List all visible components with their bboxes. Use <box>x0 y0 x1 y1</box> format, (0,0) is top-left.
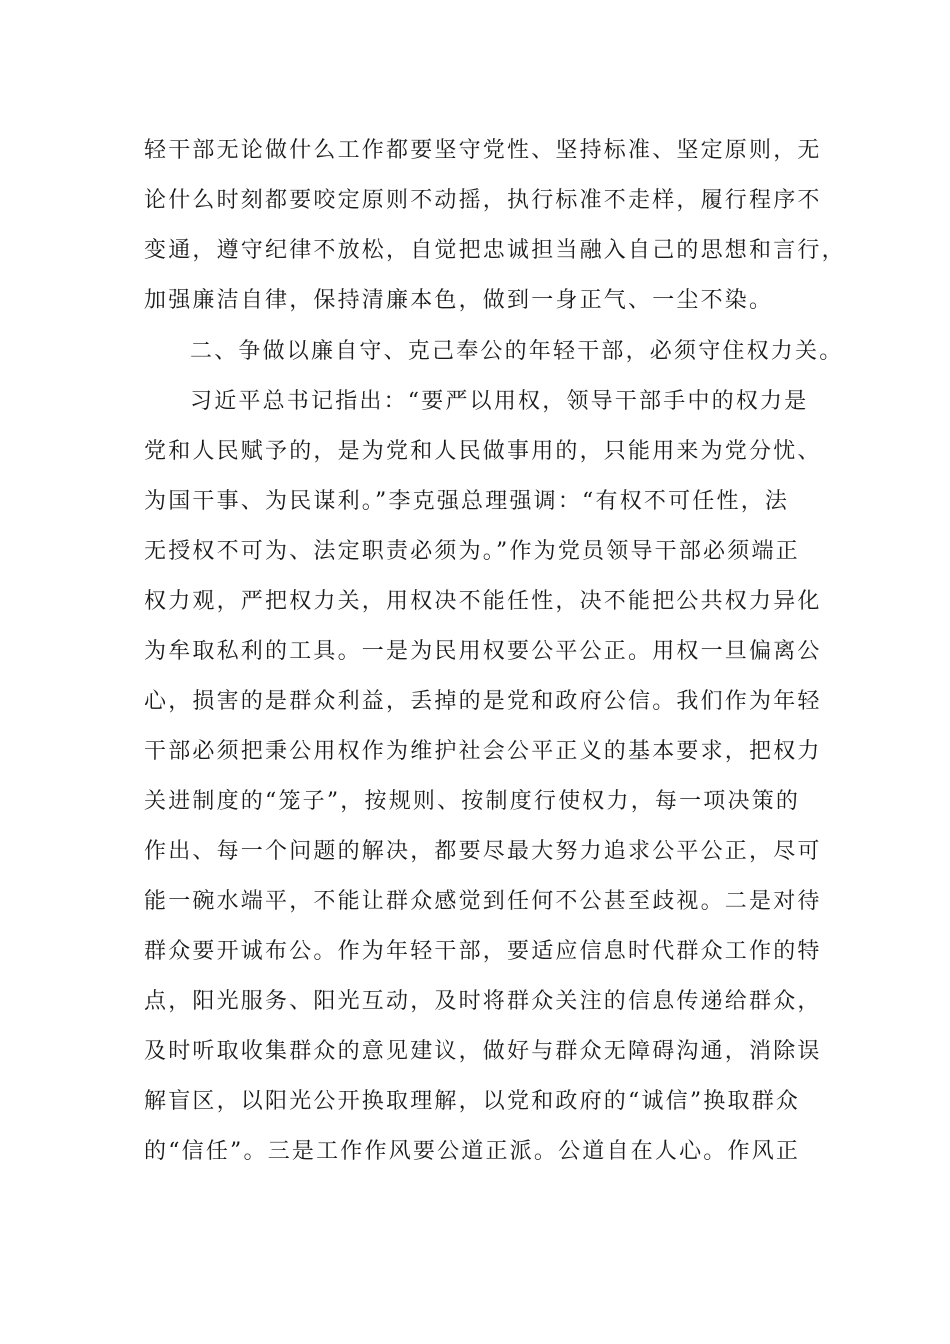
text-line: 能一碗水端平，不能让群众感觉到任何不公甚至歧视。二是对待 <box>144 889 822 914</box>
text-line: 轻干部无论做什么工作都要坚守党性、坚持标准、坚定原则，无 <box>144 138 822 163</box>
text-line: 心，损害的是群众利益，丢掉的是党和政府公信。我们作为年轻 <box>144 689 822 714</box>
text-line: 解盲区，以阳光公开换取理解，以党和政府的“诚信”换取群众 <box>144 1089 801 1114</box>
text-line: 变通，遵守纪律不放松，自觉把忠诚担当融入自己的思想和言行， <box>144 238 846 263</box>
text-line: 干部必须把秉公用权作为维护社会公平正义的基本要求，把权力 <box>144 739 822 764</box>
text-line: 群众要开诚布公。作为年轻干部，要适应信息时代群众工作的特 <box>144 939 822 964</box>
text-line: 权力观，严把权力关，用权决不能任性，决不能把公共权力异化 <box>144 589 822 614</box>
text-line: 的“信任”。三是工作作风要公道正派。公道自在人心。作风正 <box>144 1139 801 1164</box>
text-line: 无授权不可为、法定职责必须为。”作为党员领导干部必须端正 <box>144 539 800 564</box>
text-line: 作出、每一个问题的解决，都要尽最大努力追求公平公正，尽可 <box>144 839 822 864</box>
text-line: 及时听取收集群众的意见建议，做好与群众无障碍沟通，消除误 <box>144 1039 822 1064</box>
text-line: 点，阳光服务、阳光互动，及时将群众关注的信息传递给群众， <box>144 989 822 1014</box>
text-line: 为牟取私利的工具。一是为民用权要公平公正。用权一旦偏离公 <box>144 639 822 664</box>
text-line: 为国干事、为民谋利。”李克强总理强调：“有权不可任性，法 <box>144 489 790 514</box>
text-line: 党和人民赋予的，是为党和人民做事用的，只能用来为党分忧、 <box>144 439 822 464</box>
text-line: 加强廉洁自律，保持清廉本色，做到一身正气、一尘不染。 <box>144 288 774 313</box>
text-line: 习近平总书记指出：“要严以用权，领导干部手中的权力是 <box>190 389 809 414</box>
section-heading: 二、争做以廉自守、克己奉公的年轻干部，必须守住权力关。 <box>190 339 844 364</box>
text-line: 关进制度的“笼子”，按规则、按制度行使权力，每一项决策的 <box>144 789 801 814</box>
text-line: 论什么时刻都要咬定原则不动摇，执行标准不走样，履行程序不 <box>144 188 822 213</box>
